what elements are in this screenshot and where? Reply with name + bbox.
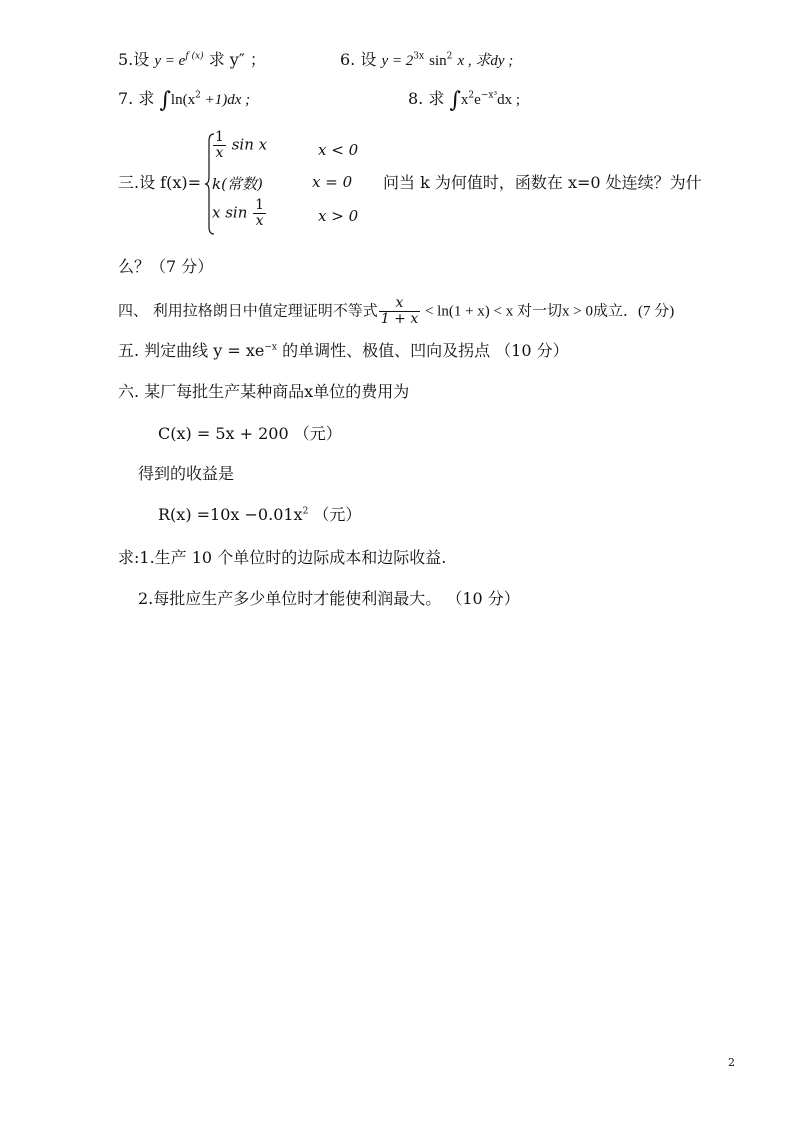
question-8: 8. 求 $\int x^2e^{-x^3}dx$ ; (408, 88, 520, 113)
page-number: 2 (728, 1056, 735, 1069)
case-3-expr: x sin $\frac{1}{x}$ (212, 197, 265, 229)
question-7: 7. 求 $\int\ln(x^2 +1)dx$ ; (118, 88, 251, 113)
question-3-label: 三.设 f(x)= (118, 173, 202, 192)
question-6: 6. 设 $y = 2^{3x}$ $\sin^2 x$ , 求dy ; (340, 50, 514, 69)
cost-function: C(x) = 5x + 200 （元） (158, 424, 342, 443)
case-3-condition: x > 0 (318, 207, 359, 225)
question-4: 四、 利用拉格朗日中值定理证明不等式 $\frac{x}{1 + x}$ < ln(1 + x) < x 对一切x > 0成立．(7 分) (118, 295, 675, 327)
question-six-ask-1: 求:1.生产 10 个单位时的边际成本和边际收益. (118, 548, 447, 567)
question-3-text-cont: 么？（7 分） (118, 257, 214, 276)
question-six-intro: 六. 某厂每批生产某种商品x单位的费用为 (118, 382, 410, 401)
question-five: 五. 判定曲线 $y = xe^{-x}$ 的单调性、极值、凹向及拐点 （10 分） (118, 341, 569, 360)
revenue-function: $R(x) =10x -0.01x^2$ （元） (158, 505, 362, 524)
revenue-intro: 得到的收益是 (138, 464, 235, 483)
case-2-condition: x = 0 (312, 173, 353, 191)
case-1-expr: $\frac{1}{x}$ sin x (215, 129, 268, 161)
question-5: 5.设 $y = e^{f (x)}$ 求 y″ ； (118, 50, 266, 69)
question-3-text: 问当 k 为何值时，函数在 x=0 处连续？为什 (383, 173, 702, 192)
case-1-condition: x < 0 (318, 141, 359, 159)
question-six-ask-2: 2.每批应生产多少单位时才能使利润最大。 （10 分） (138, 589, 520, 608)
case-2-expr: k(常数) (212, 175, 263, 193)
